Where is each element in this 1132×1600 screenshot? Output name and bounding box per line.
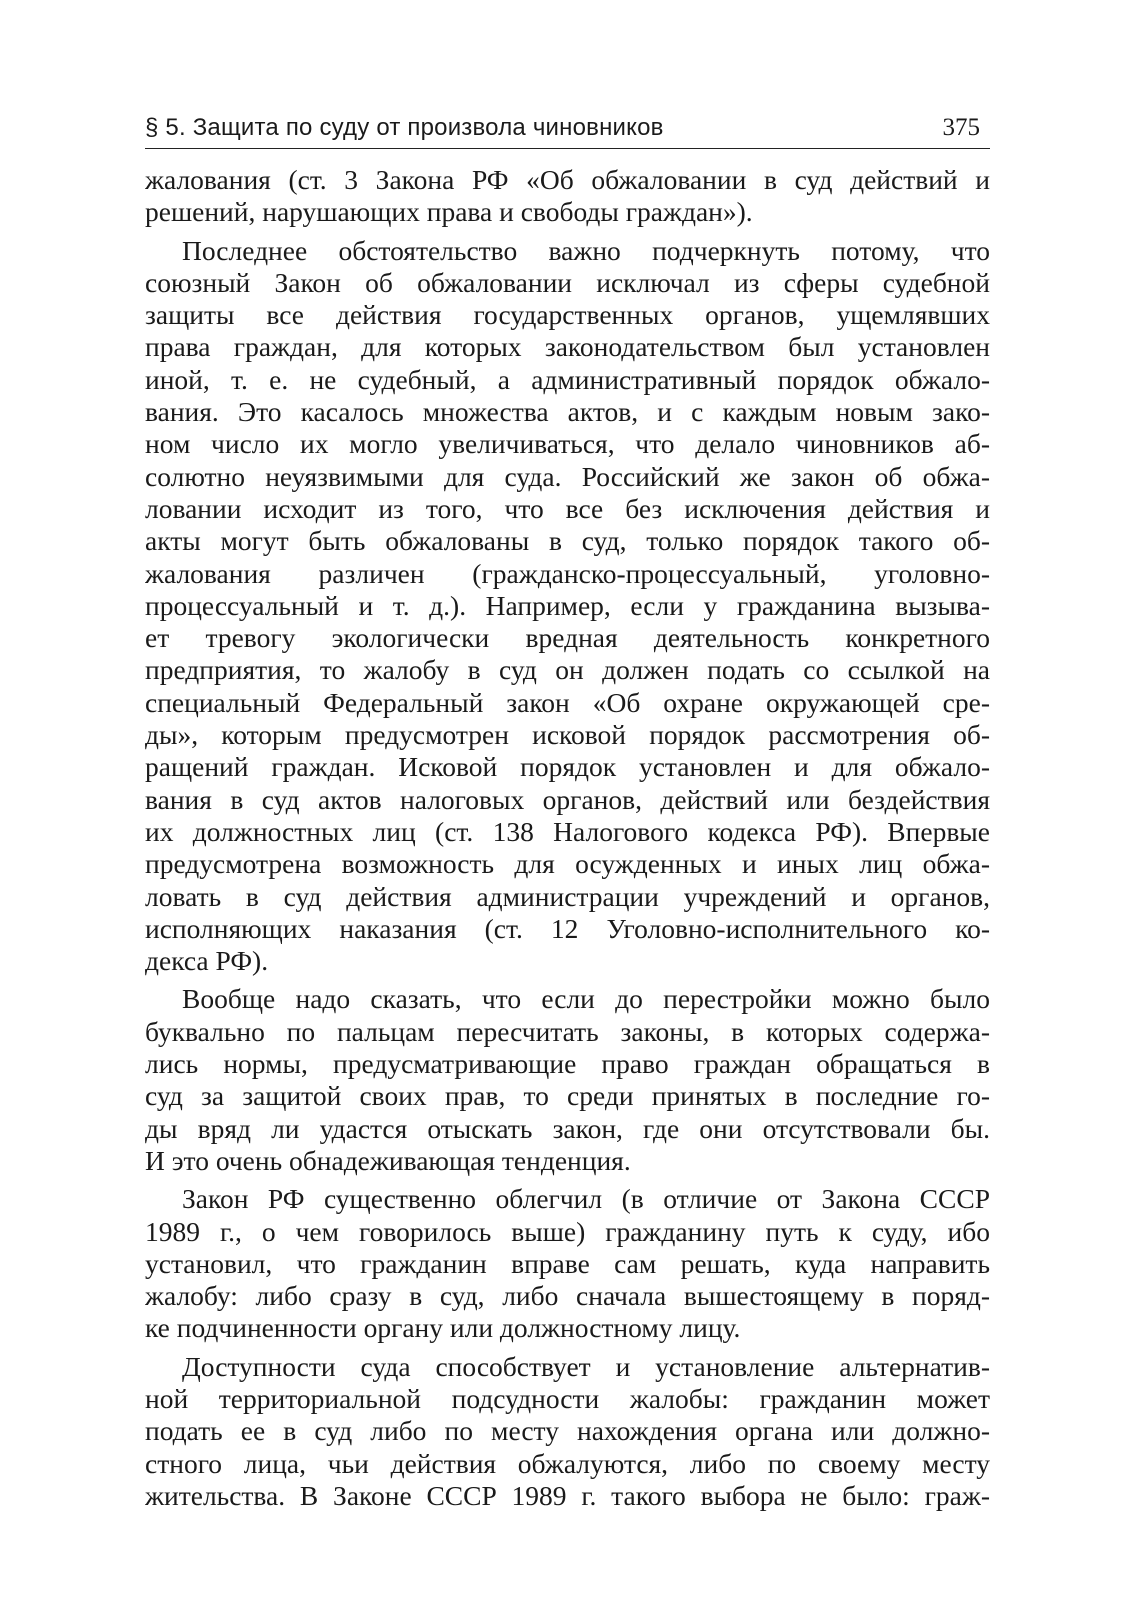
section-title: § 5. Защита по суду от произвола чиновников	[145, 114, 664, 141]
text-line: вания в суд актов налоговых органов, действий или бездействия	[145, 783, 990, 815]
text-line: ловании исходит из того, что все без исключения действия и	[145, 492, 990, 524]
text-line: буквально по пальцам пересчитать законы, в которых содержа-	[145, 1015, 990, 1047]
text-line: иной, т. е. не судебный, а административный порядок обжало-	[145, 363, 990, 395]
text-line: ды», которым предусмотрен исковой порядок рассмотрения об-	[145, 719, 990, 751]
text-line: ном число их могло увеличиваться, что делало чиновников аб-	[145, 428, 990, 460]
page-number: 375	[942, 114, 980, 141]
text-line: Последнее обстоятельство важно подчеркнуть потому, что	[182, 234, 990, 266]
text-line: Закон РФ существенно облегчил (в отличие от Закона СССР	[182, 1183, 990, 1215]
text-line: стного лица, чьи действия обжалуются, либо по своему месту	[145, 1447, 990, 1479]
text-line: их должностных лиц (ст. 138 Налогового кодекса РФ). Впервые	[145, 815, 990, 847]
text-line: жалобу: либо сразу в суд, либо сначала вышестоящему в поряд-	[145, 1280, 990, 1312]
book-page	[145, 0, 990, 1600]
text-line: жительства. В Законе СССР 1989 г. такого выбора не было: граж-	[145, 1479, 990, 1511]
text-line: акты могут быть обжалованы в суд, только порядок такого об-	[145, 525, 990, 557]
text-line: 1989 г., о чем говорилось выше) гражданину путь к суду, ибо	[145, 1215, 990, 1247]
text-line: исполняющих наказания (ст. 12 Уголовно-исполнительного ко-	[145, 912, 990, 944]
text-line: решений, нарушающих права и свободы граждан»).	[145, 196, 753, 228]
text-line: права граждан, для которых законодательством был установлен	[145, 331, 990, 363]
text-line: ной территориальной подсудности жалобы: гражданин может	[145, 1382, 990, 1414]
paragraph	[145, 983, 990, 1177]
text-line: установил, что гражданин вправе сам решать, куда направить	[145, 1247, 990, 1279]
text-line: ды вряд ли удастся отыскать закон, где они отсутствовали бы.	[145, 1112, 990, 1144]
running-head	[145, 108, 990, 149]
text-line: подать ее в суд либо по месту нахождения органа или должно-	[145, 1415, 990, 1447]
text-line: союзный Закон об обжаловании исключал из сферы судебной	[145, 266, 990, 298]
text-line: Вообще надо сказать, что если до перестройки можно было	[182, 983, 990, 1015]
text-line: вания. Это касалось множества актов, и с каждым новым зако-	[145, 396, 990, 428]
body-text	[145, 164, 990, 1512]
paragraph	[145, 235, 990, 978]
text-line: Доступности суда способствует и установление альтернатив-	[182, 1350, 990, 1382]
text-line: ращений граждан. Исковой порядок установлен и для обжало-	[145, 751, 990, 783]
text-line: жалования (ст. 3 Закона РФ «Об обжаловании в суд действий и	[145, 164, 990, 195]
text-line: предприятия, то жалобу в суд он должен подать со ссылкой на	[145, 654, 990, 686]
text-line: лись нормы, предусматривающие право граждан обращаться в	[145, 1048, 990, 1080]
text-line: солютно неуязвимыми для суда. Российский же закон об обжа-	[145, 460, 990, 492]
text-line: ловать в суд действия администрации учреждений и органов,	[145, 880, 990, 912]
text-line: процессуальный и т. д.). Например, если у гражданина вызыва-	[145, 589, 990, 621]
text-line: И это очень обнадеживающая тенденция.	[145, 1144, 631, 1176]
text-line: ке подчиненности органу или должностному лицу.	[145, 1312, 741, 1344]
text-line: ет тревогу экологически вредная деятельность конкретного	[145, 622, 990, 654]
text-line: декса РФ).	[145, 945, 269, 977]
paragraph	[145, 164, 990, 229]
text-line: суд за защитой своих прав, то среди принятых в последние го-	[145, 1080, 990, 1112]
text-line: специальный Федеральный закон «Об охране окружающей сре-	[145, 686, 990, 718]
text-line: жалования различен (гражданско-процессуальный, уголовно-	[145, 557, 990, 589]
paragraph	[145, 1351, 990, 1512]
text-line: предусмотрена возможность для осужденных и иных лиц обжа-	[145, 848, 990, 880]
paragraph	[145, 1183, 990, 1344]
text-line: защиты все действия государственных органов, ущемлявших	[145, 299, 990, 331]
